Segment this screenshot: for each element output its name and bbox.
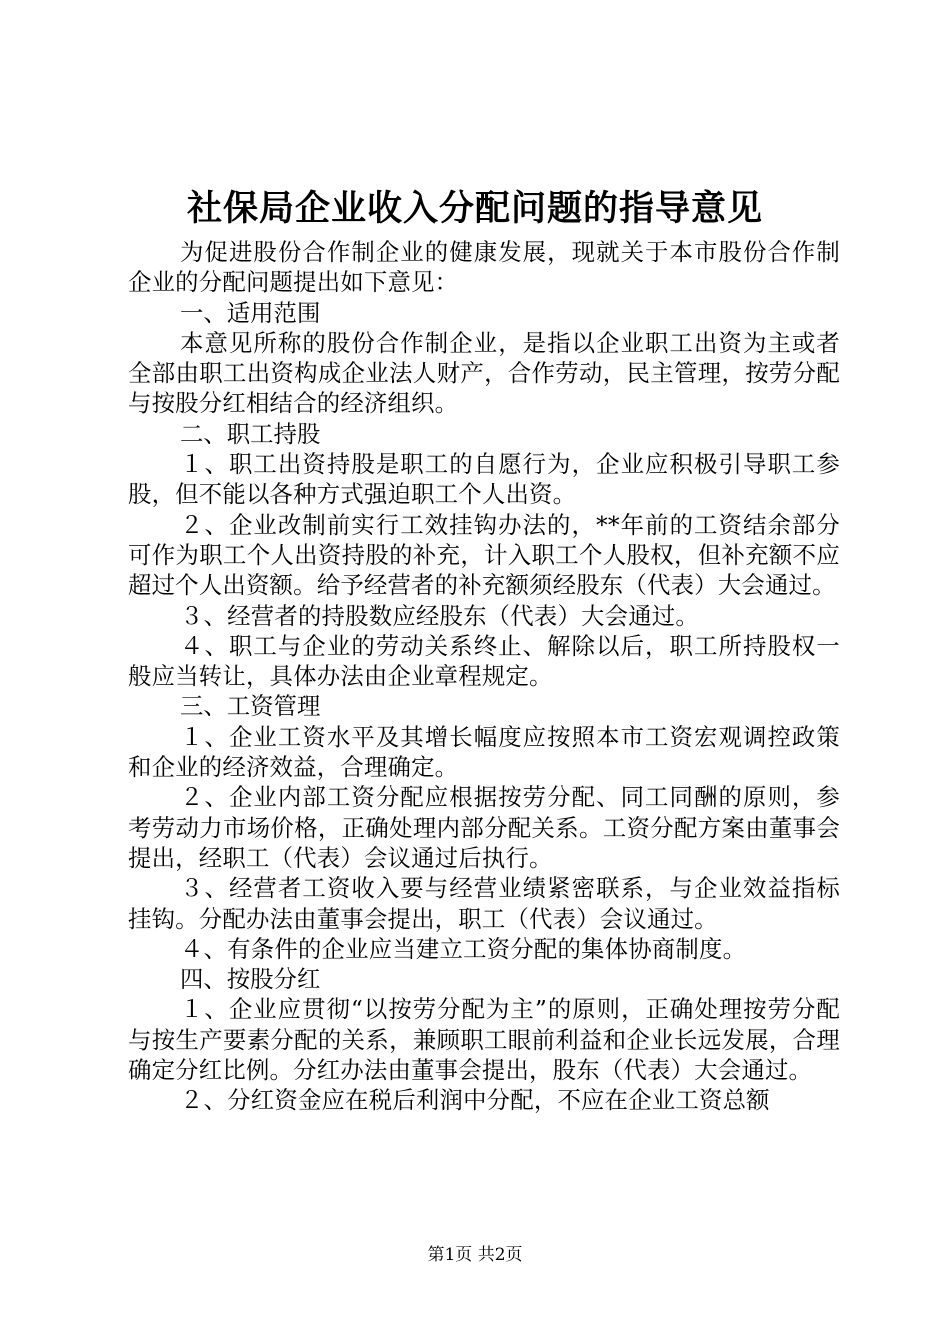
paragraph-dividends-2: ２、分红资金应在税后利润中分配，不应在企业工资总额 xyxy=(180,1086,770,1115)
section-heading-dividends: 四、按股分红 xyxy=(180,965,321,994)
paragraph-shareholding-3: ３、经营者的持股数应经股东（代表）大会通过。 xyxy=(180,601,699,630)
section-heading-scope: 一、适用范围 xyxy=(180,298,321,327)
document-body xyxy=(128,237,840,1116)
document-title: 社保局企业收入分配问题的指导意见 xyxy=(186,188,763,229)
paragraph-wages-1: １、企业工资水平及其增长幅度应按照本市工资宏观调控政策和企业的经济效益，合理确定。 xyxy=(128,722,840,782)
paragraph-wages-2: ２、企业内部工资分配应根据按劳分配、同工同酬的原则，参考劳动力市场价格，正确处理内部分配关系。工资分配方案由董事会提出，经职工（代表）会议通过后执行。 xyxy=(128,783,840,872)
paragraph-wages-3: ３、经营者工资收入要与经营业绩紧密联系，与企业效益指标挂钩。分配办法由董事会提出，职工（代表）会议通过。 xyxy=(128,874,840,933)
paragraph-shareholding-4: ４、职工与企业的劳动关系终止、解除以后，职工所持股权一般应当转让，具体办法由企业章程规定。 xyxy=(128,631,840,691)
section-heading-wages: 三、工资管理 xyxy=(180,692,321,721)
paragraph-wages-4: ４、有条件的企业应当建立工资分配的集体协商制度。 xyxy=(180,934,747,963)
paragraph-intro: 为促进股份合作制企业的健康发展，现就关于本市股份合作制企业的分配问题提出如下意见： xyxy=(128,238,840,297)
paragraph-scope: 本意见所称的股份合作制企业，是指以企业职工出资为主或者全部由职工出资构成企业法人财产，合作劳动，民主管理，按劳分配与按股分红相结合的经济组织。 xyxy=(128,328,840,418)
page-footer: 第1页 共2页 xyxy=(427,1245,523,1265)
section-heading-shareholding: 二、职工持股 xyxy=(180,419,321,448)
paragraph-shareholding-1: １、职工出资持股是职工的自愿行为，企业应积极引导职工参股，但不能以各种方式强迫职工个人出资。 xyxy=(128,450,840,509)
paragraph-shareholding-2: ２、企业改制前实行工效挂钩办法的，**年前的工资结余部分可作为职工个人出资持股的补充，计入职工个人股权，但补充额不应超过个人出资额。给予经营者的补充额须经股东（代表）大会通过。 xyxy=(128,510,840,600)
paragraph-dividends-1: １、企业应贯彻“以按劳分配为主”的原则，正确处理按劳分配与按生产要素分配的关系，兼顾职工眼前利益和企业长远发展，合理确定分红比例。分红办法由董事会提出，股东（代表）大会通过。 xyxy=(128,995,840,1085)
